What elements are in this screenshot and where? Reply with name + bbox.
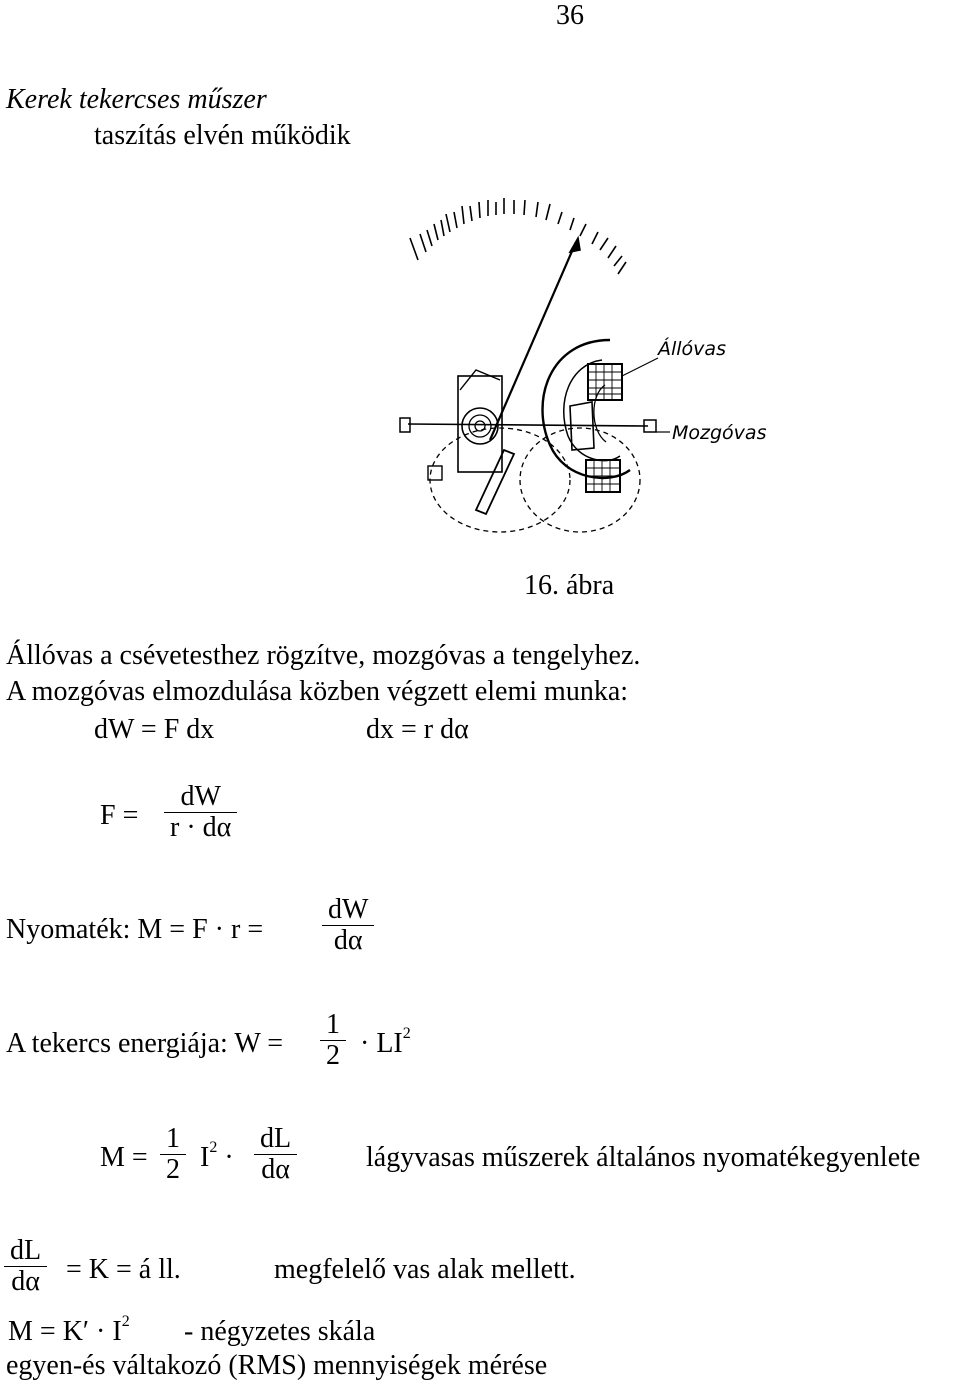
square-equation-text: M = K′ · I	[8, 1316, 122, 1347]
equation-general-current	[200, 1139, 234, 1174]
equation-square	[8, 1313, 130, 1348]
current-symbol: I	[200, 1142, 210, 1173]
equation-general-lhs: M =	[100, 1142, 148, 1173]
spiral-spring	[462, 408, 498, 444]
label-fixed-iron: Állóvas	[658, 338, 726, 360]
equation-const-fraction	[4, 1236, 47, 1297]
multiply-dot: ·	[224, 1142, 234, 1173]
section-subtitle: taszítás elvén működik	[94, 120, 351, 151]
fraction-numerator: 1	[166, 1123, 180, 1154]
fixed-iron-blocks	[586, 364, 622, 492]
fraction-numerator: dL	[10, 1235, 42, 1266]
equation-square-note: - négyzetes skála	[184, 1316, 376, 1347]
fraction-numerator: dL	[260, 1123, 292, 1154]
fraction-numerator: dW	[180, 781, 221, 812]
equation-dw: dW = F dx	[94, 714, 215, 745]
fraction-denominator: dα	[11, 1266, 40, 1297]
equation-torque-lhs: Nyomaték: M = F · r =	[6, 914, 264, 945]
equation-energy-lhs: A tekercs energiája: W =	[6, 1028, 284, 1059]
section-title: Kerek tekercses műszer	[6, 84, 267, 115]
scale-ticks	[410, 198, 626, 274]
equation-const-note: megfelelő vas alak mellett.	[274, 1254, 576, 1285]
current-exponent: 2	[209, 1139, 218, 1156]
equation-general-fraction-2	[254, 1124, 297, 1185]
fraction-denominator: r · dα	[170, 812, 232, 843]
damper-bar	[476, 450, 514, 514]
energy-rhs-text: · LI	[360, 1028, 403, 1059]
footer-line: egyen-és váltakozó (RMS) mennyiségek mérése	[6, 1350, 548, 1381]
fraction-denominator: 2	[166, 1154, 180, 1185]
page-number: 36	[556, 0, 584, 31]
equation-torque-fraction	[322, 895, 374, 956]
equation-dx: dx = r dα	[366, 714, 469, 745]
equation-general-fraction-1	[160, 1124, 186, 1185]
shaft	[408, 424, 648, 426]
text-line-1: Állóvas a csévetesthez rögzítve, mozgóvas a tengelyhez.	[6, 640, 641, 671]
equation-general-description: lágyvasas műszerek általános nyomatékegyenlete	[366, 1142, 921, 1173]
fraction-numerator: dW	[328, 894, 369, 925]
equation-energy-fraction	[320, 1010, 346, 1071]
label-moving-iron: Mozgóvas	[672, 422, 767, 444]
fraction-denominator: 2	[326, 1040, 340, 1071]
text-line-2: A mozgóvas elmozdulása közben végzett elemi munka:	[6, 676, 629, 707]
equation-f-lhs: F =	[100, 800, 139, 831]
equation-f-fraction	[164, 782, 237, 843]
energy-rhs-exponent: 2	[402, 1025, 411, 1042]
instrument-figure	[380, 180, 800, 560]
fraction-denominator: dα	[333, 925, 363, 956]
equation-const-rhs: = K = á ll.	[66, 1254, 181, 1285]
equation-energy-rhs	[360, 1025, 411, 1060]
square-equation-exponent: 2	[121, 1313, 130, 1330]
figure-caption: 16. ábra	[524, 570, 615, 601]
fraction-numerator: 1	[326, 1009, 340, 1040]
fraction-denominator: dα	[261, 1154, 290, 1185]
